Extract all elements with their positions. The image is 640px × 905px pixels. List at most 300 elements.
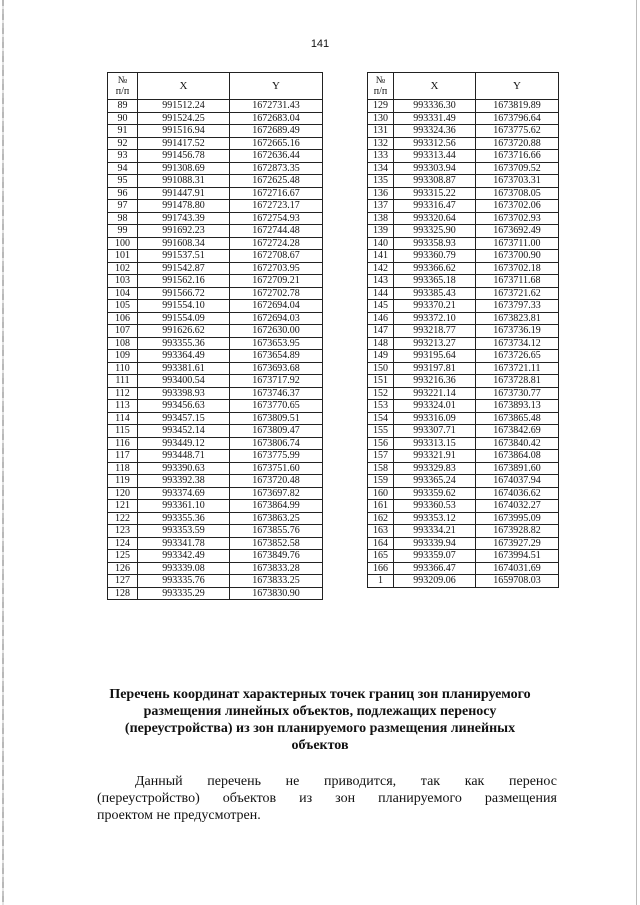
cell-number: 131 — [368, 125, 394, 138]
cell-x: 993365.18 — [394, 275, 476, 288]
cell-x: 991512.24 — [138, 100, 230, 113]
cell-x: 991566.72 — [138, 287, 230, 300]
cell-number: 159 — [368, 475, 394, 488]
cell-number: 146 — [368, 312, 394, 325]
cell-y: 1673928.82 — [476, 525, 559, 538]
cell-y: 1672703.95 — [230, 262, 323, 275]
paragraph-word: перечень — [207, 774, 261, 789]
table-row — [108, 350, 323, 363]
table-row — [368, 312, 559, 325]
table-row — [368, 412, 559, 425]
cell-x: 993353.12 — [394, 512, 476, 525]
cell-y: 1673840.42 — [476, 437, 559, 450]
table-row — [368, 300, 559, 313]
cell-number: 156 — [368, 437, 394, 450]
cell-x: 993218.77 — [394, 325, 476, 338]
cell-y: 1673711.00 — [476, 237, 559, 250]
cell-y: 1673693.68 — [230, 362, 323, 375]
cell-x: 993360.79 — [394, 250, 476, 263]
cell-y: 1673717.92 — [230, 375, 323, 388]
paragraph-word: планируемого — [378, 791, 462, 806]
cell-number: 121 — [108, 500, 138, 513]
cell-y: 1673700.90 — [476, 250, 559, 263]
cell-x: 993342.49 — [138, 550, 230, 563]
cell-x: 993370.21 — [394, 300, 476, 313]
cell-number: 140 — [368, 237, 394, 250]
cell-number: 165 — [368, 550, 394, 563]
cell-x: 993360.53 — [394, 500, 476, 513]
table-row — [368, 250, 559, 263]
cell-y: 1674031.69 — [476, 562, 559, 575]
cell-x: 993312.56 — [394, 137, 476, 150]
cell-y: 1672723.17 — [230, 200, 323, 213]
cell-y: 1674036.62 — [476, 487, 559, 500]
cell-y: 1673720.48 — [230, 475, 323, 488]
cell-y: 1673809.47 — [230, 425, 323, 438]
cell-y: 1673865.48 — [476, 412, 559, 425]
cell-x: 993339.08 — [138, 562, 230, 575]
cell-x: 993452.14 — [138, 425, 230, 438]
cell-number: 158 — [368, 462, 394, 475]
cell-x: 993353.59 — [138, 525, 230, 538]
cell-y: 1672724.28 — [230, 237, 323, 250]
heading-line: (переустройства) из зон планируемого размещения линейных — [124, 721, 516, 736]
table-row — [368, 137, 559, 150]
cell-x: 993331.49 — [394, 112, 476, 125]
cell-y: 1673806.74 — [230, 437, 323, 450]
cell-x: 993324.36 — [394, 125, 476, 138]
table-row — [108, 312, 323, 325]
cell-x: 993209.06 — [394, 575, 476, 588]
cell-number: 133 — [368, 150, 394, 163]
table-row — [368, 337, 559, 350]
cell-x: 993366.62 — [394, 262, 476, 275]
cell-x: 993366.47 — [394, 562, 476, 575]
table-row — [108, 325, 323, 338]
cell-x: 993355.36 — [138, 337, 230, 350]
cell-number: 120 — [108, 487, 138, 500]
cell-number: 128 — [108, 587, 138, 600]
cell-x: 993361.10 — [138, 500, 230, 513]
table-row — [108, 550, 323, 563]
table-row — [108, 500, 323, 513]
cell-y: 1672683.04 — [230, 112, 323, 125]
paragraph-line: проектом не предусмотрен. — [97, 808, 261, 823]
cell-number: 113 — [108, 400, 138, 413]
table-row — [368, 500, 559, 513]
cell-x: 993358.93 — [394, 237, 476, 250]
cell-number: 130 — [368, 112, 394, 125]
cell-y: 1673721.11 — [476, 362, 559, 375]
paragraph-word: Данный — [135, 774, 183, 789]
cell-number: 166 — [368, 562, 394, 575]
cell-y: 1673775.99 — [230, 450, 323, 463]
cell-x: 993313.15 — [394, 437, 476, 450]
cell-number: 92 — [108, 137, 138, 150]
cell-y: 1674037.94 — [476, 475, 559, 488]
paragraph-line — [97, 773, 557, 790]
cell-x: 991743.39 — [138, 212, 230, 225]
cell-number: 129 — [368, 100, 394, 113]
cell-x: 993329.83 — [394, 462, 476, 475]
cell-number: 95 — [108, 175, 138, 188]
table-row — [368, 525, 559, 538]
cell-x: 993355.36 — [138, 512, 230, 525]
cell-x: 993456.63 — [138, 400, 230, 413]
cell-x: 993390.63 — [138, 462, 230, 475]
cell-x: 993364.49 — [138, 350, 230, 363]
cell-y: 1672709.21 — [230, 275, 323, 288]
cell-number: 151 — [368, 375, 394, 388]
cell-y: 1673852.58 — [230, 537, 323, 550]
table-row — [108, 587, 323, 600]
cell-number: 163 — [368, 525, 394, 538]
cell-x: 991692.23 — [138, 225, 230, 238]
cell-y: 1672744.48 — [230, 225, 323, 238]
header-number — [368, 73, 394, 100]
cell-x: 993398.93 — [138, 387, 230, 400]
cell-x: 993216.36 — [394, 375, 476, 388]
cell-number: 118 — [108, 462, 138, 475]
cell-y: 1673849.76 — [230, 550, 323, 563]
table-row — [368, 275, 559, 288]
cell-x: 993307.71 — [394, 425, 476, 438]
cell-y: 1672716.67 — [230, 187, 323, 200]
cell-x: 991447.91 — [138, 187, 230, 200]
cell-x: 991524.25 — [138, 112, 230, 125]
cell-y: 1673770.65 — [230, 400, 323, 413]
cell-y: 1673863.25 — [230, 512, 323, 525]
cell-x: 991478.80 — [138, 200, 230, 213]
table-row — [368, 225, 559, 238]
cell-number: 134 — [368, 162, 394, 175]
cell-number: 135 — [368, 175, 394, 188]
cell-number: 141 — [368, 250, 394, 263]
cell-number: 100 — [108, 237, 138, 250]
cell-number: 116 — [108, 437, 138, 450]
cell-y: 1673797.33 — [476, 300, 559, 313]
cell-number: 137 — [368, 200, 394, 213]
paragraph-word: размещения — [484, 791, 557, 806]
cell-y: 1673728.81 — [476, 375, 559, 388]
cell-number: 98 — [108, 212, 138, 225]
cell-y: 1673809.51 — [230, 412, 323, 425]
cell-y: 1672636.44 — [230, 150, 323, 163]
cell-y: 1673751.60 — [230, 462, 323, 475]
table-row — [108, 337, 323, 350]
table-row — [108, 487, 323, 500]
table-row — [108, 400, 323, 413]
header-y: Y — [476, 73, 559, 100]
cell-x: 993381.61 — [138, 362, 230, 375]
cell-number: 142 — [368, 262, 394, 275]
table-row — [368, 150, 559, 163]
cell-x: 993359.07 — [394, 550, 476, 563]
cell-y: 1673702.06 — [476, 200, 559, 213]
table-row — [368, 375, 559, 388]
paragraph-word: так — [420, 774, 441, 789]
cell-number: 99 — [108, 225, 138, 238]
table-row — [368, 262, 559, 275]
cell-y: 1673734.12 — [476, 337, 559, 350]
table-row — [368, 350, 559, 363]
header-number-symbol: № — [375, 75, 386, 86]
table-row — [368, 100, 559, 113]
table-row — [368, 287, 559, 300]
table-row — [108, 175, 323, 188]
table-row — [368, 487, 559, 500]
cell-y: 1673703.31 — [476, 175, 559, 188]
cell-y: 1673720.88 — [476, 137, 559, 150]
cell-x: 991562.16 — [138, 275, 230, 288]
header-number — [108, 73, 138, 100]
cell-number: 150 — [368, 362, 394, 375]
cell-y: 1673726.65 — [476, 350, 559, 363]
cell-number: 119 — [108, 475, 138, 488]
cell-y: 1673702.93 — [476, 212, 559, 225]
cell-x: 993320.64 — [394, 212, 476, 225]
cell-number: 152 — [368, 387, 394, 400]
cell-number: 97 — [108, 200, 138, 213]
scan-edge-left — [2, 0, 4, 905]
table-row — [108, 475, 323, 488]
cell-x: 993457.15 — [138, 412, 230, 425]
cell-x: 993341.78 — [138, 537, 230, 550]
cell-number: 126 — [108, 562, 138, 575]
cell-y: 1672873.35 — [230, 162, 323, 175]
cell-number: 155 — [368, 425, 394, 438]
table-row — [108, 462, 323, 475]
cell-y: 1673796.64 — [476, 112, 559, 125]
cell-y: 1673746.37 — [230, 387, 323, 400]
cell-number: 104 — [108, 287, 138, 300]
cell-y: 1673893.13 — [476, 400, 559, 413]
table-row — [108, 162, 323, 175]
cell-x: 993315.22 — [394, 187, 476, 200]
cell-number: 106 — [108, 312, 138, 325]
cell-number: 90 — [108, 112, 138, 125]
table-row — [108, 137, 323, 150]
cell-x: 993385.43 — [394, 287, 476, 300]
cell-number: 110 — [108, 362, 138, 375]
table-row — [368, 325, 559, 338]
table-row — [368, 512, 559, 525]
cell-y: 1673864.08 — [476, 450, 559, 463]
table-row — [368, 450, 559, 463]
table-row — [108, 437, 323, 450]
cell-y: 1672754.93 — [230, 212, 323, 225]
cell-number: 138 — [368, 212, 394, 225]
cell-x: 993336.30 — [394, 100, 476, 113]
header-number-abbrev: п/п — [115, 86, 130, 97]
paragraph-word: объектов — [222, 791, 277, 806]
header-x: X — [138, 73, 230, 100]
cell-x: 991626.62 — [138, 325, 230, 338]
cell-y: 1672694.03 — [230, 312, 323, 325]
header-x: X — [394, 73, 476, 100]
cell-x: 993448.71 — [138, 450, 230, 463]
cell-y: 1673830.90 — [230, 587, 323, 600]
cell-y: 1673654.89 — [230, 350, 323, 363]
table-row — [108, 200, 323, 213]
cell-number: 115 — [108, 425, 138, 438]
paragraph-word: перенос — [509, 774, 557, 789]
table-row — [368, 400, 559, 413]
cell-number: 114 — [108, 412, 138, 425]
table-header-row — [368, 73, 559, 100]
cell-x: 993334.21 — [394, 525, 476, 538]
cell-number: 145 — [368, 300, 394, 313]
cell-x: 993335.29 — [138, 587, 230, 600]
table-row — [108, 125, 323, 138]
table-row — [108, 387, 323, 400]
cell-number: 125 — [108, 550, 138, 563]
cell-x: 991554.09 — [138, 312, 230, 325]
cell-y: 1673842.69 — [476, 425, 559, 438]
cell-y: 1673823.81 — [476, 312, 559, 325]
cell-y: 1673864.99 — [230, 500, 323, 513]
cell-y: 1673775.62 — [476, 125, 559, 138]
cell-number: 91 — [108, 125, 138, 138]
scan-edge-right — [636, 0, 637, 905]
table-row — [368, 362, 559, 375]
cell-y: 1672694.04 — [230, 300, 323, 313]
cell-number: 139 — [368, 225, 394, 238]
cell-number: 89 — [108, 100, 138, 113]
paragraph-word: из — [299, 791, 313, 806]
cell-x: 993324.01 — [394, 400, 476, 413]
cell-number: 94 — [108, 162, 138, 175]
cell-x: 993316.47 — [394, 200, 476, 213]
table-row — [368, 112, 559, 125]
cell-number: 1 — [368, 575, 394, 588]
cell-number: 123 — [108, 525, 138, 538]
cell-x: 991308.69 — [138, 162, 230, 175]
cell-x: 993339.94 — [394, 537, 476, 550]
heading-line: размещения линейных объектов, подлежащих переносу — [143, 704, 497, 719]
table-row — [368, 562, 559, 575]
cell-y: 1673855.76 — [230, 525, 323, 538]
table-row — [108, 562, 323, 575]
cell-x: 991516.94 — [138, 125, 230, 138]
cell-x: 993359.62 — [394, 487, 476, 500]
table-row — [108, 512, 323, 525]
cell-x: 991537.51 — [138, 250, 230, 263]
header-y: Y — [230, 73, 323, 100]
cell-y: 1673697.82 — [230, 487, 323, 500]
cell-y: 1673730.77 — [476, 387, 559, 400]
table-row — [368, 175, 559, 188]
coordinates-table-right — [367, 72, 559, 588]
cell-number: 153 — [368, 400, 394, 413]
cell-number: 96 — [108, 187, 138, 200]
cell-y: 1672689.49 — [230, 125, 323, 138]
cell-number: 157 — [368, 450, 394, 463]
cell-y: 1673891.60 — [476, 462, 559, 475]
table-row — [108, 212, 323, 225]
cell-x: 993374.69 — [138, 487, 230, 500]
cell-x: 993321.91 — [394, 450, 476, 463]
cell-y: 1673716.66 — [476, 150, 559, 163]
paragraph-word: не — [285, 774, 300, 789]
cell-number: 102 — [108, 262, 138, 275]
cell-number: 136 — [368, 187, 394, 200]
cell-number: 93 — [108, 150, 138, 163]
cell-y: 1672702.78 — [230, 287, 323, 300]
cell-number: 143 — [368, 275, 394, 288]
table-row — [108, 100, 323, 113]
heading-line: Перечень координат характерных точек границ зон планируемого — [109, 687, 531, 702]
cell-x: 993197.81 — [394, 362, 476, 375]
cell-number: 147 — [368, 325, 394, 338]
table-row — [108, 575, 323, 588]
cell-x: 993195.64 — [394, 350, 476, 363]
cell-x: 991554.10 — [138, 300, 230, 313]
cell-y: 1673709.52 — [476, 162, 559, 175]
cell-number: 162 — [368, 512, 394, 525]
cell-x: 993221.14 — [394, 387, 476, 400]
cell-y: 1673994.51 — [476, 550, 559, 563]
table-row — [108, 375, 323, 388]
cell-x: 993213.27 — [394, 337, 476, 350]
cell-x: 993316.09 — [394, 412, 476, 425]
cell-y: 1672708.67 — [230, 250, 323, 263]
header-number-abbrev: п/п — [373, 86, 388, 97]
cell-number: 111 — [108, 375, 138, 388]
cell-x: 991542.87 — [138, 262, 230, 275]
table-row — [108, 275, 323, 288]
table-row — [108, 412, 323, 425]
table-row — [108, 262, 323, 275]
cell-y: 1673708.05 — [476, 187, 559, 200]
table-row — [368, 462, 559, 475]
cell-x: 993449.12 — [138, 437, 230, 450]
body-paragraph — [97, 773, 557, 824]
cell-number: 127 — [108, 575, 138, 588]
cell-x: 993392.38 — [138, 475, 230, 488]
cell-y: 1673927.29 — [476, 537, 559, 550]
cell-number: 105 — [108, 300, 138, 313]
cell-y: 1673653.95 — [230, 337, 323, 350]
cell-y: 1673711.68 — [476, 275, 559, 288]
cell-number: 103 — [108, 275, 138, 288]
table-row — [108, 250, 323, 263]
cell-number: 132 — [368, 137, 394, 150]
coordinates-table-left — [107, 72, 323, 600]
section-heading — [80, 686, 560, 754]
table-row — [108, 525, 323, 538]
table-row — [108, 425, 323, 438]
table-row — [108, 537, 323, 550]
cell-y: 1673995.09 — [476, 512, 559, 525]
table-row — [108, 150, 323, 163]
cell-number: 144 — [368, 287, 394, 300]
table-row — [368, 125, 559, 138]
cell-number: 112 — [108, 387, 138, 400]
table-row — [368, 237, 559, 250]
cell-y: 1672731.43 — [230, 100, 323, 113]
table-row — [368, 387, 559, 400]
cell-x: 993400.54 — [138, 375, 230, 388]
cell-number: 101 — [108, 250, 138, 263]
cell-y: 1672665.16 — [230, 137, 323, 150]
cell-x: 993308.87 — [394, 175, 476, 188]
cell-number: 124 — [108, 537, 138, 550]
heading-line: объектов — [291, 738, 349, 753]
cell-number: 164 — [368, 537, 394, 550]
table-row — [368, 425, 559, 438]
cell-y: 1672630.00 — [230, 325, 323, 338]
